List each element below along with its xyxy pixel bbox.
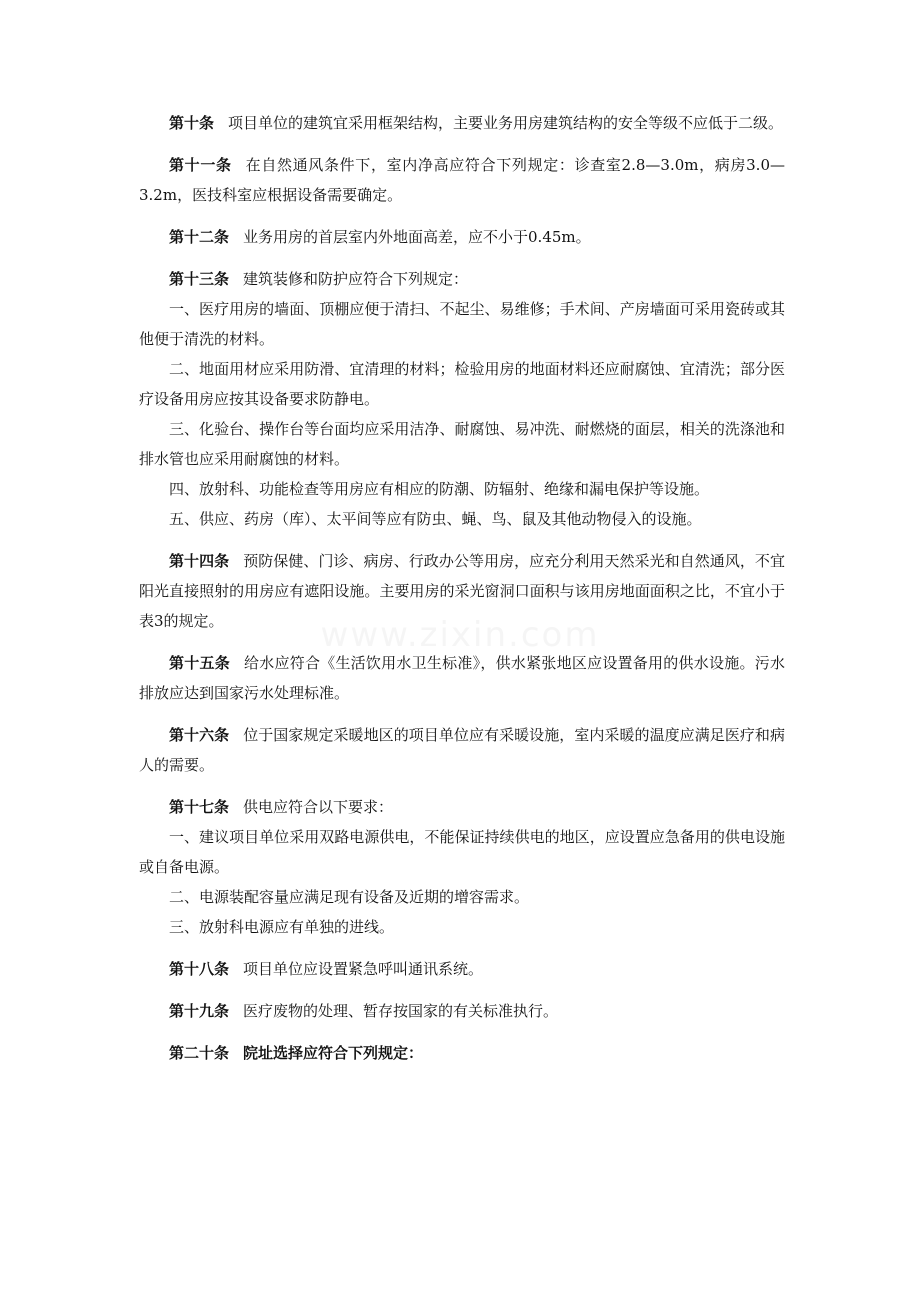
- article-text: 预防保健、门诊、病房、行政办公等用房，应充分利用天然采光和自然通风，不宜阳光直接照射的用房应有遮阳设施。主要用房的采光窗洞口面积与该用房地面面积之比，不宜小于表3的规定。: [139, 552, 785, 630]
- article-label: 第十条: [169, 114, 215, 132]
- article-label: 第十六条: [169, 726, 230, 744]
- list-item: 五、供应、药房（库）、太平间等应有防虫、蝇、鸟、鼠及其他动物侵入的设施。: [169, 510, 702, 528]
- article-text: 业务用房的首层室内外地面高差，应不小于0.45m。: [243, 228, 591, 246]
- article-label: 第十七条: [169, 798, 230, 816]
- article-text: 给水应符合《生活饮用水卫生标准》，供水紧张地区应设置备用的供水设施。污水排放应达到国家污水处理标准。: [139, 654, 785, 702]
- article-20: [139, 1038, 785, 1068]
- list-item: 二、电源装配容量应满足现有设备及近期的增容需求。: [169, 888, 530, 906]
- article-13: [139, 264, 785, 294]
- article-18: [139, 954, 785, 984]
- document-body: [139, 108, 785, 1068]
- article-label: 第十九条: [169, 1002, 230, 1020]
- article-17: [139, 792, 785, 822]
- article-label: 第二十条: [169, 1044, 230, 1062]
- article-text: 院址选择应符合下列规定：: [243, 1044, 424, 1062]
- list-item: 三、化验台、操作台等台面均应采用洁净、耐腐蚀、易冲洗、耐燃烧的面层，相关的洗涤池和排水管也应采用耐腐蚀的材料。: [139, 420, 785, 468]
- article-label: 第十五条: [169, 654, 230, 672]
- list-item: 二、地面用材应采用防滑、宜清理的材料；检验用房的地面材料还应耐腐蚀、宜清洗；部分医疗设备用房应按其设备要求防静电。: [139, 360, 785, 408]
- article-15: [139, 648, 785, 708]
- article-text: 供电应符合以下要求：: [243, 798, 394, 816]
- article-10: [139, 108, 785, 138]
- article-16: [139, 720, 785, 780]
- watermark: www.zixin.com: [320, 615, 600, 655]
- article-label: 第十一条: [169, 156, 232, 174]
- article-text: 医疗废物的处理、暂存按国家的有关标准执行。: [243, 1002, 559, 1020]
- article-label: 第十二条: [169, 228, 230, 246]
- list-item: 四、放射科、功能检查等用房应有相应的防潮、防辐射、绝缘和漏电保护等设施。: [169, 480, 710, 498]
- article-12: [139, 222, 785, 252]
- article-11: [139, 150, 785, 210]
- article-text: 项目单位应设置紧急呼叫通讯系统。: [243, 960, 484, 978]
- list-item: 一、建议项目单位采用双路电源供电，不能保证持续供电的地区，应设置应急备用的供电设施或自备电源。: [139, 828, 785, 876]
- article-text: 在自然通风条件下，室内净高应符合下列规定：诊查室2.8—3.0m，病房3.0—3.2m，医技科室应根据设备需要确定。: [139, 156, 785, 204]
- article-19: [139, 996, 785, 1026]
- article-text: 项目单位的建筑宜采用框架结构，主要业务用房建筑结构的安全等级不应低于二级。: [228, 114, 784, 132]
- list-item: 一、医疗用房的墙面、顶棚应便于清扫、不起尘、易维修；手术间、产房墙面可采用瓷砖或其他便于清洗的材料。: [139, 300, 785, 348]
- article-text: 建筑装修和防护应符合下列规定：: [243, 270, 469, 288]
- article-14: [139, 546, 785, 636]
- list-item: 三、放射科电源应有单独的进线。: [169, 918, 395, 936]
- article-text: 位于国家规定采暖地区的项目单位应有采暖设施，室内采暖的温度应满足医疗和病人的需要。: [139, 726, 785, 774]
- article-label: 第十四条: [169, 552, 230, 570]
- article-label: 第十八条: [169, 960, 230, 978]
- article-label: 第十三条: [169, 270, 230, 288]
